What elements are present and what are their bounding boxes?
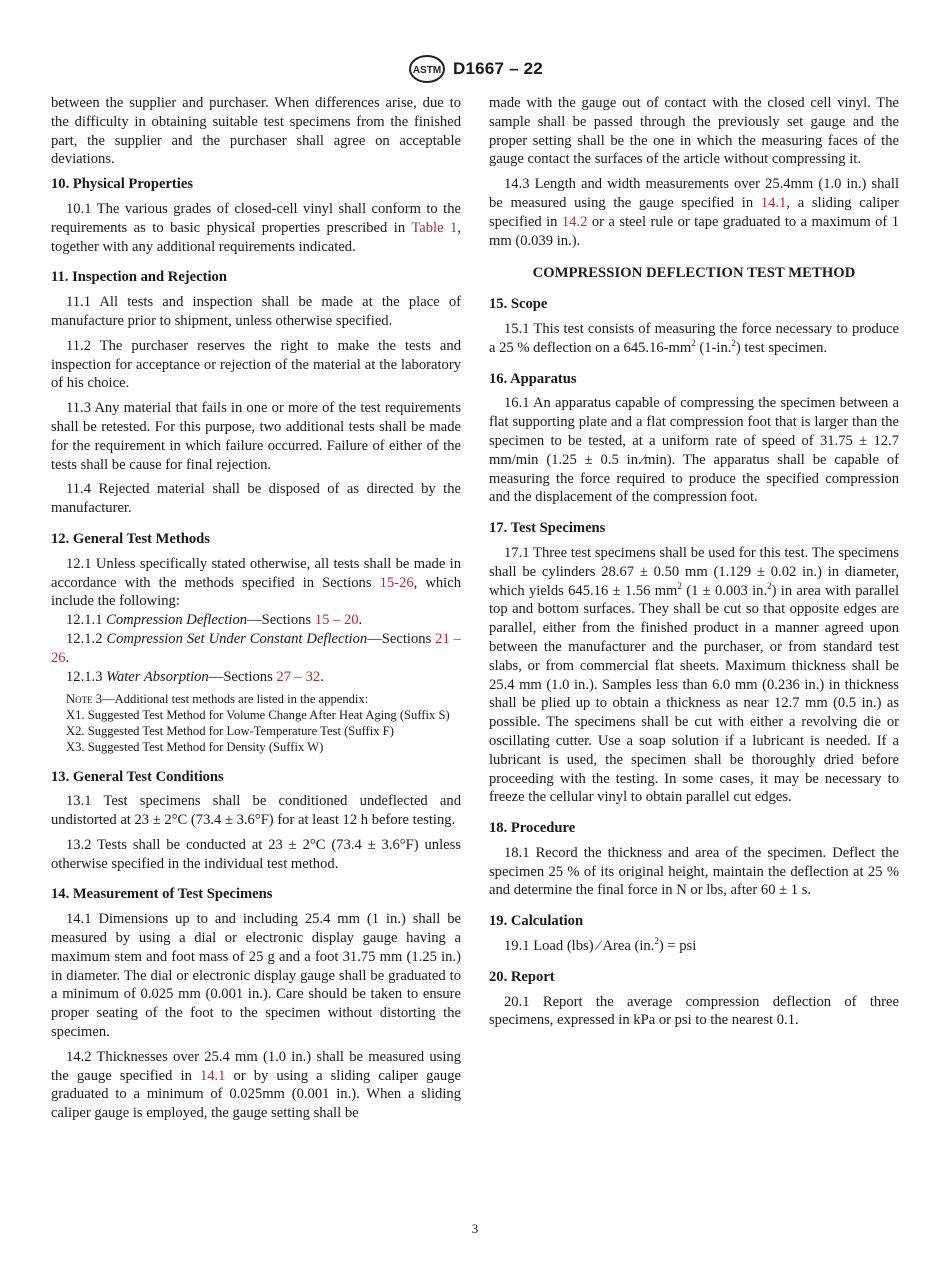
paragraph-14-1: 14.1 Dimensions up to and including 25.4 mm (1 in.) shall be measured by using a dial or electronic display gauge having a maximum stem and foot mass of 25 g and a foot 31.75 mm (1.25 in.) in diameter. The dial or electronic display gauge shall be graduated to a minimum of 0.025 mm (0.001 in.). Care should be taken to ensure proper seating of the foot to the specimen without distorting the specimen. <box>51 911 461 1041</box>
note-3: Note 3—Additional test methods are listed in the appendix: X1. Suggested Test Method for Volume Change After Heat Aging (Suffix S) X2. Suggested Test Method for Low-Temperature Test (Suffix F) X3. Suggested Test Method for Density (Suffix W) <box>51 692 461 755</box>
section-14-2-link[interactable]: 14.2 <box>561 213 588 230</box>
paragraph-14-3: 14.3 Length and width measurements over 25.4mm (1.0 in.) shall be measured using the gauge specified in 14.1, a sliding caliper specified in 14.2 or a steel rule or tape graduated to a maximum of 1 mm (0.039 in.). <box>489 176 899 249</box>
sections-15-26-link[interactable]: 15-26 <box>379 574 414 591</box>
note-x3: X3. Suggested Test Method for Density (Suffix W) <box>66 739 324 754</box>
document-designation: D1667 – 22 <box>453 59 543 78</box>
left-column <box>51 94 461 1129</box>
paragraph-11-4: 11.4 Rejected material shall be disposed of as directed by the manufacturer. <box>51 481 461 517</box>
page-number: 3 <box>471 1221 479 1236</box>
paragraph-11-1: 11.1 All tests and inspection shall be made at the place of manufacture prior to shipment, unless otherwise specified. <box>51 294 461 329</box>
section-18-heading: 18. Procedure <box>489 820 576 837</box>
section-13-heading: 13. General Test Conditions <box>51 768 224 785</box>
paragraph-12-1: 12.1 Unless specifically stated otherwise, all tests shall be made in accordance with the methods specified in Sections 15-26, which include the following: <box>51 555 461 610</box>
paragraph-11-3: 11.3 Any material that fails in one or more of the test requirements shall be retested. For this purpose, two additional tests shall be made for the requirement in which failure occurred. Failure of either of the tests shall be cause for final rejection. <box>51 400 461 473</box>
item-12-1-3: 12.1.3 Water Absorption—Sections 27 – 32. <box>66 668 324 685</box>
item-12-1-2: 12.1.2 Compression Set Under Constant Deflection—Sections 21 – 26. <box>51 630 461 666</box>
formula-19-1: 19.1 Load (lbs) ⁄ Area (in.$^2$) = psi <box>504 936 697 955</box>
section-12-heading: 12. General Test Methods <box>51 530 210 547</box>
section-14-1-link-2[interactable]: 14.1 <box>760 194 787 211</box>
intro-paragraph: between the supplier and purchaser. When differences arise, due to the difficulty in obtaining suitable test specimens from the finished part, the supplier and the purchaser shall agree on acceptable deviations. <box>51 95 461 168</box>
sections-15-20-link[interactable]: 15 – 20 <box>314 612 359 629</box>
paragraph-13-1: 13.1 Test specimens shall be conditioned undeflected and undistorted at 23 ± 2°C (73.4 ± 3.6°F) for at least 12 h before testing. <box>51 793 461 829</box>
paragraph-20-1: 20.1 Report the average compression deflection of three specimens, expressed in kPa or psi to the nearest 0.1. <box>489 993 899 1029</box>
section-10-heading: 10. Physical Properties <box>51 176 193 193</box>
section-19-heading: 19. Calculation <box>489 913 584 930</box>
note-label: Note 3 <box>66 692 103 707</box>
note-x1: X1. Suggested Test Method for Volume Change After Heat Aging (Suffix S) <box>66 708 450 723</box>
paragraph-13-2: 13.2 Tests shall be conducted at 23 ± 2°C (73.4 ± 3.6°F) unless otherwise specified in the individual test method. <box>51 836 461 872</box>
right-column <box>489 94 899 1036</box>
paragraph-15-1: 15.1 This test consists of measuring the force necessary to produce a 25 % deflection on a $645.16-mm^2$ (1-in.$^2$) test specimen. <box>489 320 899 356</box>
paragraph-14-2: 14.2 Thicknesses over 25.4 mm (1.0 in.) shall be measured using the gauge specified in 14.1 or by using a sliding caliper gauge graduated to a minimum of 0.025mm (0.001 in.). When a sliding caliper gauge is employed, the gauge setting shall be <box>51 1048 462 1122</box>
paragraph-10-1: 10.1 The various grades of closed-cell vinyl shall conform to the requirements as to basic physical properties prescribed in Table 1, together with any additional requirements indicated. <box>51 200 461 255</box>
page-header <box>0 52 950 86</box>
paragraph-16-1: 16.1 An apparatus capable of compressing the specimen between a flat supporting plate and a flat compression foot that is larger than the specimen to be tested, at a uniform rate of speed of 31.75 ± 12.7 mm/min (1.25 ± 0.5 in.⁄min). The apparatus shall be capable of measuring the force required to produce the specified compression and the displacement of the compression foot. <box>489 395 899 506</box>
section-14-heading: 14. Measurement of Test Specimens <box>51 886 273 903</box>
note-x2: X2. Suggested Test Method for Low-Temperature Test (Suffix F) <box>66 723 394 738</box>
continued-paragraph: made with the gauge out of contact with the closed cell vinyl. The sample shall be passed through the previously set gauge and the proper setting shall be the one in which the measuring faces of the gauge contact the surfaces of the article without compressing it. <box>489 95 899 168</box>
svg-text:ASTM: ASTM <box>412 65 442 76</box>
table-1-link[interactable]: Table 1 <box>411 219 458 236</box>
sections-27-32-link[interactable]: 27 – 32 <box>276 668 321 685</box>
section-14-1-link[interactable]: 14.1 <box>199 1067 226 1084</box>
section-16-heading: 16. Apparatus <box>489 370 577 387</box>
item-12-1-1: 12.1.1 Compression Deflection—Sections 15 – 20. <box>66 612 363 629</box>
method-title: COMPRESSION DEFLECTION TEST METHOD <box>532 265 856 282</box>
section-17-heading: 17. Test Specimens <box>489 520 606 537</box>
section-20-heading: 20. Report <box>489 968 555 985</box>
section-11-heading: 11. Inspection and Rejection <box>51 269 227 286</box>
paragraph-17-1: 17.1 Three test specimens shall be used for this test. The specimens shall be cylinders 28.67 ± 0.50 mm (1.129 ± 0.02 in.) in diameter, which yields 645.16 ± 1.56 $mm^2$ (1 ± 0.003 in.$^2$) in area with parallel top and bottom surfaces. They shall be cut so that opposite edges are parallel, either from the finished product in a manner agreed upon between the manufacturer and the purchaser, or from standard test slabs, or from commercial flat sheets. Maximum thickness shall be 25.4 mm (1.0 in.). Samples less than 6.0 mm (0.236 in.) in thickness shall be plied up to obtain a thickness as near 12.7 mm (0.5 in.) as possible. The specimens shall be cut with either a revolving die or oscillating cutter. Use a soap solution if a lubricant is needed. If a lubricant is used, the specimen shall be thoroughly dried before proceeding with the testing. In some cases, it may be necessary to freeze the cellular vinyl to obtain parallel cut edges. <box>489 544 900 806</box>
paragraph-11-2: 11.2 The purchaser reserves the right to make the tests and inspection for acceptance or rejection of the material at the laboratory of his choice. <box>51 337 461 392</box>
section-15-heading: 15. Scope <box>489 296 548 313</box>
astm-logo-icon <box>407 54 447 84</box>
sections-21-26-link[interactable]: 21 – 26 <box>51 630 461 666</box>
paragraph-18-1: 18.1 Record the thickness and area of the specimen. Deflect the specimen 25 % of its original height, maintain the deflection at 25 % and determine the final force in N or lbs, after 60 ± 1 s. <box>489 844 899 899</box>
